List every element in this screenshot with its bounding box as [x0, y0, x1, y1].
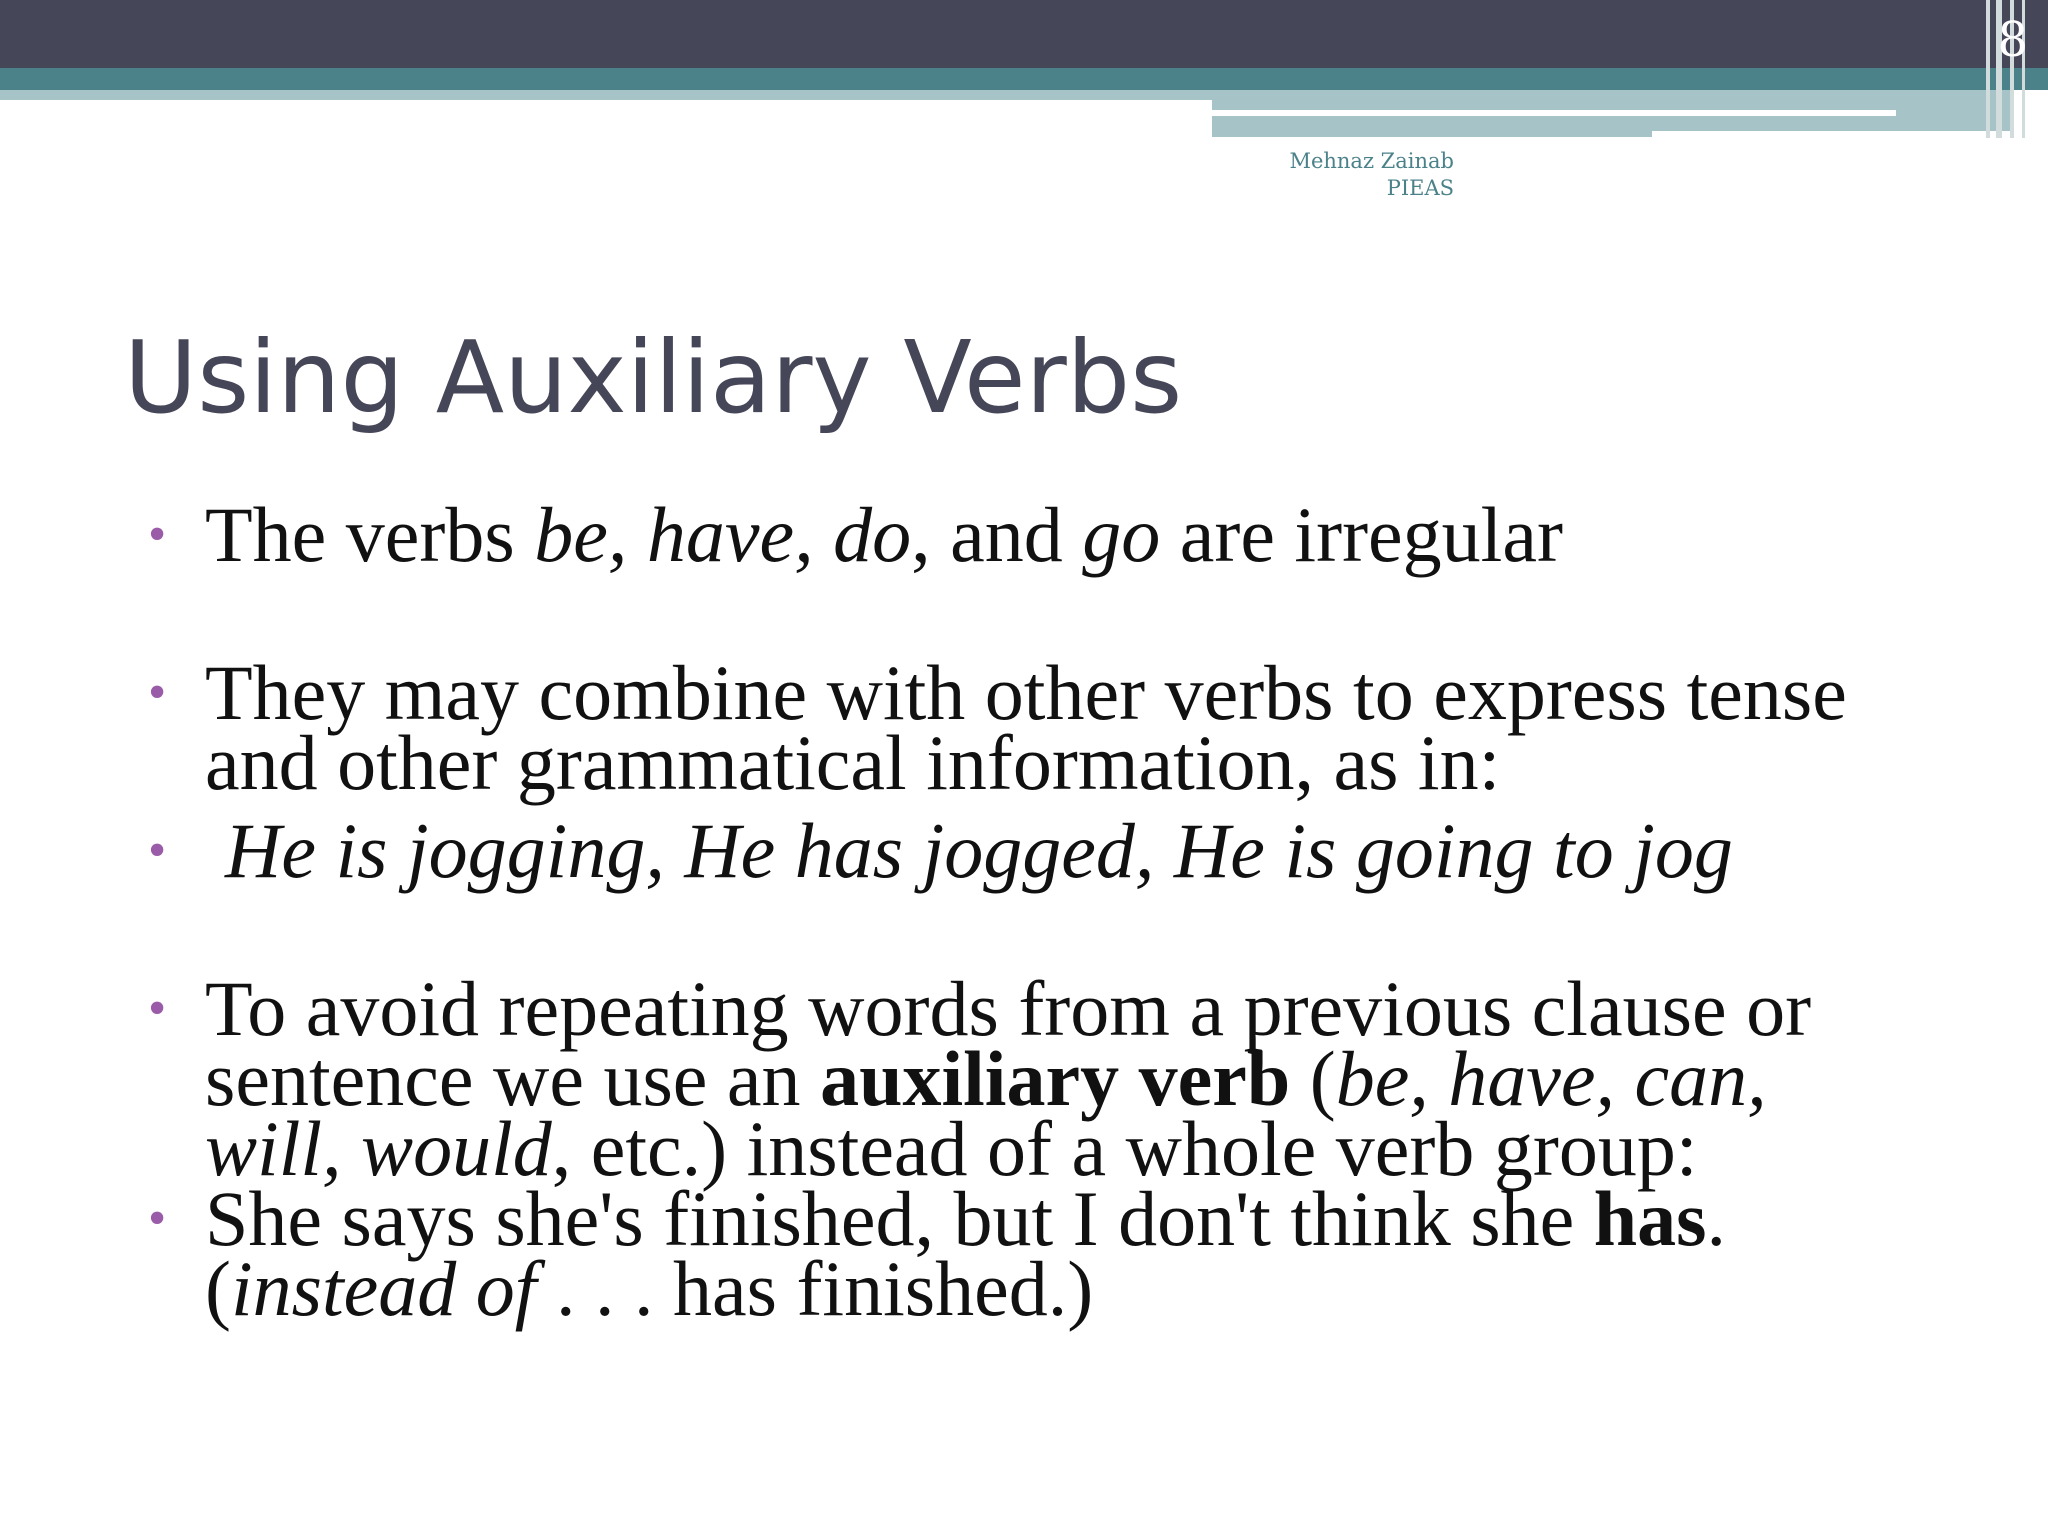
bullet-line [205, 1175, 2005, 1262]
bullet-italic-text: will, would [205, 1105, 552, 1192]
bullet-text: The verbs [205, 491, 535, 578]
bullet-italic-text: be, have, do [534, 491, 912, 578]
header-white-block [1652, 131, 2012, 137]
bullet-item [145, 491, 2005, 578]
header-bar [0, 0, 2048, 68]
bullet-italic-text: instead of [230, 1245, 537, 1332]
bullet-text: She says she's finished, but I don't think she [205, 1175, 1594, 1262]
author-org: PIEAS [1386, 176, 1454, 200]
bullet-line [205, 1105, 2005, 1192]
bullet-item [145, 807, 2005, 894]
decor-stripe [1986, 0, 1990, 138]
slide-title: Using Auxiliary Verbs [124, 319, 1183, 436]
bullet-text: ( [205, 1245, 231, 1332]
bullet-text: To avoid repeating words from a previous clause or [205, 965, 1812, 1052]
bullet-italic-text: He is jogging, He has jogged, He is going to jog [225, 807, 1733, 894]
bullet-text: , and [911, 491, 1083, 578]
bullet-text: , etc.) instead of a whole verb group: [551, 1105, 1698, 1192]
header-teal-band [0, 68, 2048, 90]
bullet-dot: • [148, 980, 167, 1037]
bullet-text: They may combine with other verbs to express tense [205, 649, 1847, 736]
bullet-dot: • [148, 822, 167, 879]
bullet-italic-text: be, have, can, [1335, 1035, 1767, 1122]
header-light-band-left [0, 90, 1212, 100]
bullet-dot: • [148, 1190, 167, 1247]
bullet-bold-text: auxiliary verb [820, 1035, 1291, 1122]
bullet-dot: • [148, 664, 167, 721]
bullet-line [205, 1245, 2005, 1332]
bullet-text: . [1706, 1175, 1726, 1262]
slide-number: 8 [1997, 12, 2028, 68]
bullet-bold-text: has [1593, 1175, 1707, 1262]
bullet-italic-text: go [1082, 491, 1161, 578]
author-name: Mehnaz Zainab [1289, 149, 1454, 173]
bullet-item [145, 649, 2005, 806]
bullet-dot: • [148, 506, 167, 563]
author-block [1289, 148, 1454, 202]
header-white-line [1212, 110, 1896, 116]
bullet-text: sentence we use an [205, 1035, 821, 1122]
bullet-text: and other grammatical information, as in: [205, 719, 1501, 806]
bullet-item [145, 1175, 2005, 1332]
bullet-text: ( [1290, 1035, 1336, 1122]
bullet-list [145, 491, 2005, 1332]
bullet-text: are irregular [1160, 491, 1563, 578]
bullet-item [145, 965, 2005, 1192]
bullet-text: . . . has finished.) [536, 1245, 1094, 1332]
bullet-line [205, 1035, 2005, 1122]
